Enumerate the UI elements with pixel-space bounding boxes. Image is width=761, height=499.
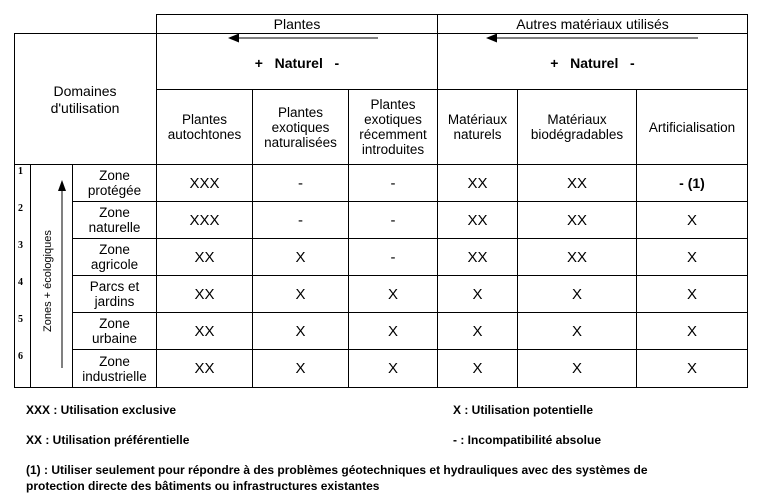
- naturel-scale-plantes: + Naturel -: [254, 54, 340, 71]
- row-number: 2: [18, 203, 23, 214]
- row-number: 1: [18, 166, 23, 177]
- row-number: 6: [18, 351, 23, 362]
- table-cell: -: [298, 211, 303, 229]
- arrow-up-icon: [57, 180, 67, 370]
- arrow-left-icon: [486, 32, 698, 44]
- naturel-scale-autres: + Naturel -: [550, 54, 635, 71]
- column-header: Artificialisation: [648, 119, 736, 135]
- zone-label: Zone agricole: [90, 242, 139, 272]
- table-cell: X: [686, 248, 697, 266]
- table-cell: X: [571, 285, 582, 303]
- table-cell: -: [298, 174, 303, 192]
- column-header: Matériaux biodégradables: [530, 112, 624, 142]
- table-cell: XXX: [189, 211, 220, 229]
- table-cell: -: [390, 211, 396, 229]
- column-header: Plantes exotiques récemment introduites: [359, 97, 427, 157]
- domaines-header: Domaines d'utilisation: [50, 83, 120, 116]
- table-cell: X: [472, 285, 483, 303]
- table-cell: XX: [467, 174, 488, 192]
- table-cell: X: [571, 322, 582, 340]
- table-cell: X: [387, 322, 398, 340]
- legend-xx: XX : Utilisation préférentielle: [26, 433, 190, 447]
- footnote-line-1: (1) : Utiliser seulement pour répondre à des problèmes géotechniques et hydrauliques avec des systèmes de: [26, 463, 648, 477]
- group-header-plantes: Plantes: [273, 15, 321, 32]
- column-header: Matériaux naturels: [447, 112, 508, 142]
- table-cell: X: [387, 360, 398, 377]
- table-cell: XX: [194, 322, 215, 340]
- table-cell: XXX: [189, 174, 220, 192]
- table-cell: X: [295, 322, 306, 340]
- table-cell: X: [295, 285, 306, 303]
- table-cell: XX: [566, 211, 587, 229]
- row-number: 3: [18, 240, 23, 251]
- arrow-left-icon: [228, 32, 378, 44]
- table-cell: X: [686, 285, 697, 303]
- zone-label: Zone naturelle: [88, 205, 141, 235]
- zone-label: Zone protégée: [87, 168, 142, 198]
- footnote-line-2: protection directe des bâtiments ou infrastructures existantes: [26, 479, 380, 493]
- table-border-bottom: [14, 387, 748, 388]
- table-cell: X: [571, 360, 582, 377]
- table-cell: XX: [194, 285, 215, 303]
- table-cell: X: [295, 248, 306, 266]
- column-header: Plantes exotiques naturalisées: [264, 104, 337, 150]
- table-cell: -: [390, 174, 396, 192]
- column-header: Plantes autochtones: [167, 112, 242, 142]
- table-cell: - (1): [679, 174, 705, 191]
- table-cell: XX: [467, 248, 488, 266]
- axis-label-zones: Zones + écologiques: [42, 230, 54, 332]
- table-border-right: [747, 14, 748, 388]
- legend-x: X : Utilisation potentielle: [453, 403, 594, 417]
- table-cell: XX: [566, 248, 587, 266]
- table-cell: X: [686, 322, 697, 340]
- table-cell: XX: [194, 360, 215, 377]
- table-cell: X: [295, 360, 306, 377]
- table-cell: -: [390, 248, 396, 266]
- table-cell: XX: [566, 174, 587, 192]
- table-cell: X: [472, 322, 483, 340]
- row-number: 4: [18, 277, 23, 288]
- zone-label: Zone industrielle: [82, 353, 147, 384]
- table-cell: XX: [467, 211, 488, 229]
- table-line: [30, 164, 31, 388]
- zone-label: Zone urbaine: [91, 316, 138, 346]
- table-cell: X: [472, 360, 483, 377]
- table-cell: X: [686, 360, 697, 377]
- table-cell: X: [387, 285, 398, 303]
- table-border-left: [14, 33, 15, 388]
- row-number: 5: [18, 314, 23, 325]
- table-cell: X: [686, 211, 697, 229]
- legend-dash: - : Incompatibilité absolue: [453, 433, 602, 447]
- table-cell: XX: [194, 248, 215, 266]
- zone-label: Parcs et jardins: [89, 279, 140, 309]
- group-header-autres: Autres matériaux utilisés: [516, 15, 669, 32]
- legend-xxx: XXX : Utilisation exclusive: [26, 403, 177, 417]
